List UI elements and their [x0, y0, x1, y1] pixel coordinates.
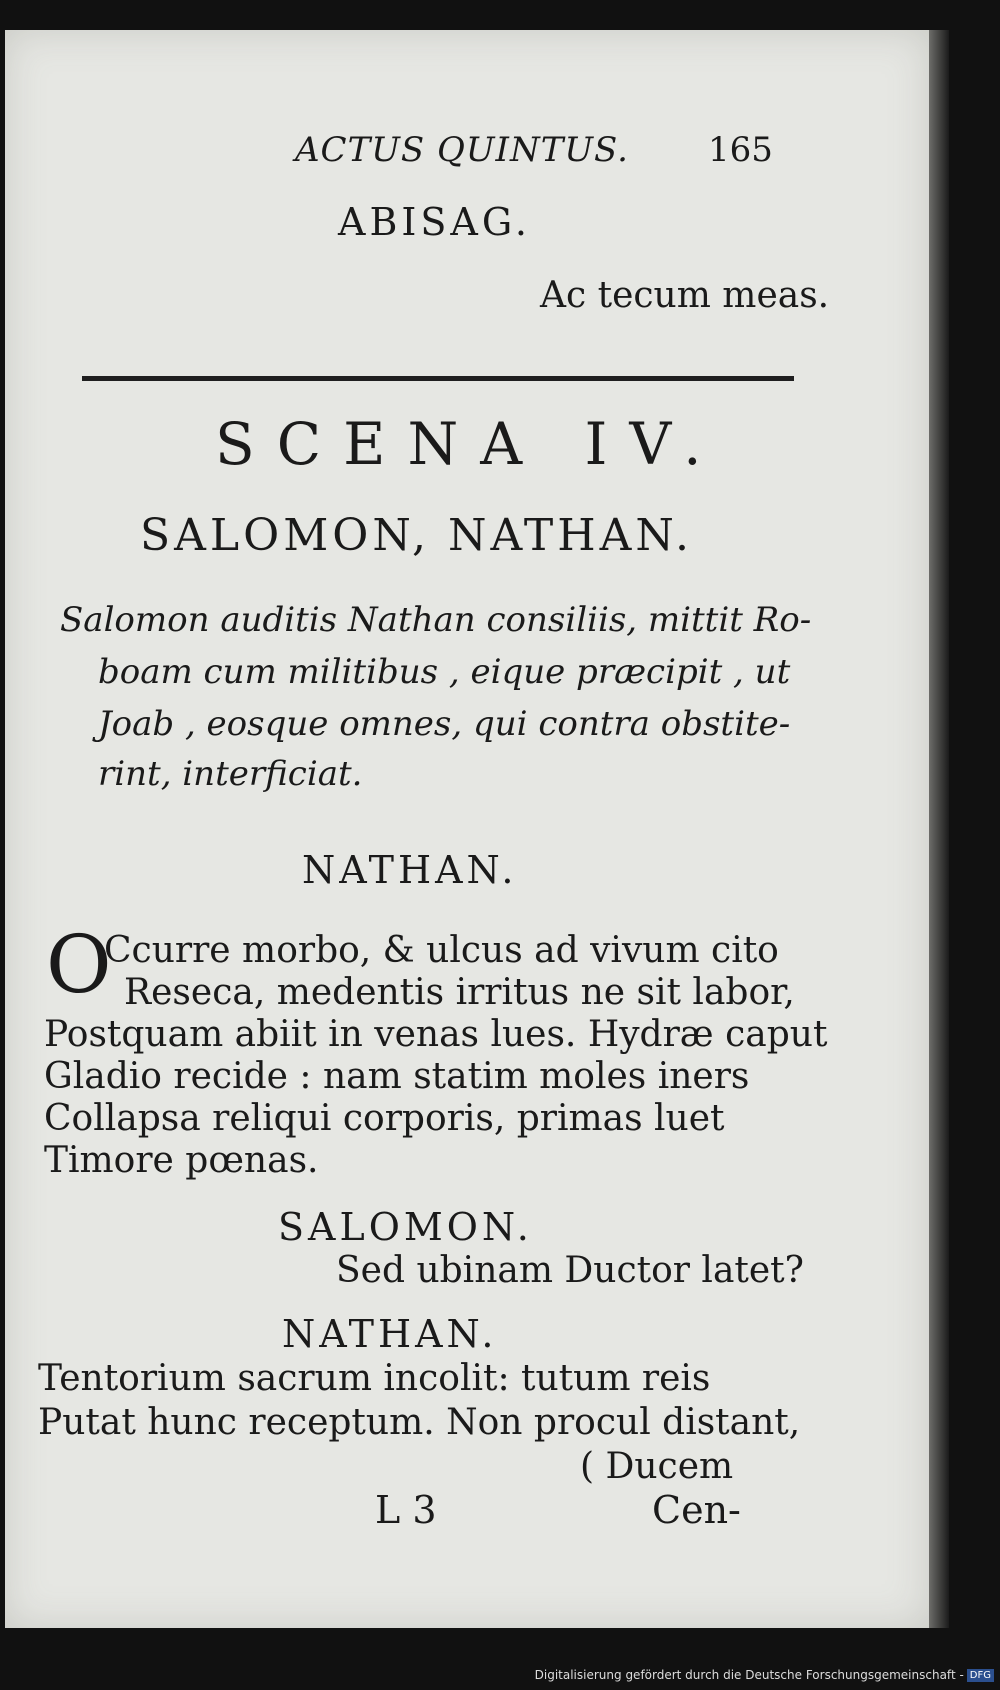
footer-credit [0, 1668, 994, 1682]
running-title: ACTUS QUINTUS. [295, 130, 629, 170]
verse-line: Sed ubinam Ductor latet? [336, 1250, 804, 1291]
argument-line: Joab , eosque omnes, qui contra obstite- [98, 704, 791, 744]
verse-line: Tentorium sacrum incolit: tutum reis [38, 1358, 711, 1399]
verse-line: Timore pœnas. [44, 1140, 319, 1181]
section-rule [82, 376, 794, 381]
dfg-logo-icon: DFG [967, 1669, 994, 1682]
verse-line: Putat hunc receptum. Non procul distant, [38, 1402, 801, 1443]
speaker-abisag: ABISAG. [338, 200, 531, 244]
scene-title: SCENA IV. [215, 410, 724, 478]
argument-line: boam cum militibus , eique præcipit , ut [98, 652, 791, 692]
verse-line: Reseca, medentis irritus ne sit labor, [124, 972, 795, 1013]
verse-line: Ccurre morbo, & ulcus ad vivum cito [104, 930, 779, 971]
footer-text: Digitalisierung gefördert durch die Deutsche Forschungsgemeinschaft - [534, 1668, 964, 1682]
page-edge [929, 30, 949, 1628]
speaker-nathan: NATHAN. [302, 848, 518, 892]
verse-line: ( Ducem [580, 1446, 734, 1487]
verse-line: Postquam abiit in venas lues. Hydræ caput [44, 1014, 828, 1055]
drop-capital: O [46, 918, 112, 1011]
page-number: 165 [708, 130, 773, 170]
catchword: Cen- [652, 1488, 741, 1532]
verse-line: Ac tecum meas. [540, 275, 830, 316]
speaker-salomon: SALOMON. [278, 1205, 533, 1249]
speaker-nathan: NATHAN. [282, 1312, 498, 1356]
argument-line: Salomon auditis Nathan consiliis, mittit Ro- [60, 600, 812, 640]
signature-mark: L 3 [375, 1488, 437, 1532]
verse-line: Gladio recide : nam statim moles iners [44, 1056, 750, 1097]
scene-persons: SALOMON, NATHAN. [140, 510, 694, 561]
verse-line: Collapsa reliqui corporis, primas luet [44, 1098, 725, 1139]
argument-line: rint, interficiat. [98, 754, 363, 794]
